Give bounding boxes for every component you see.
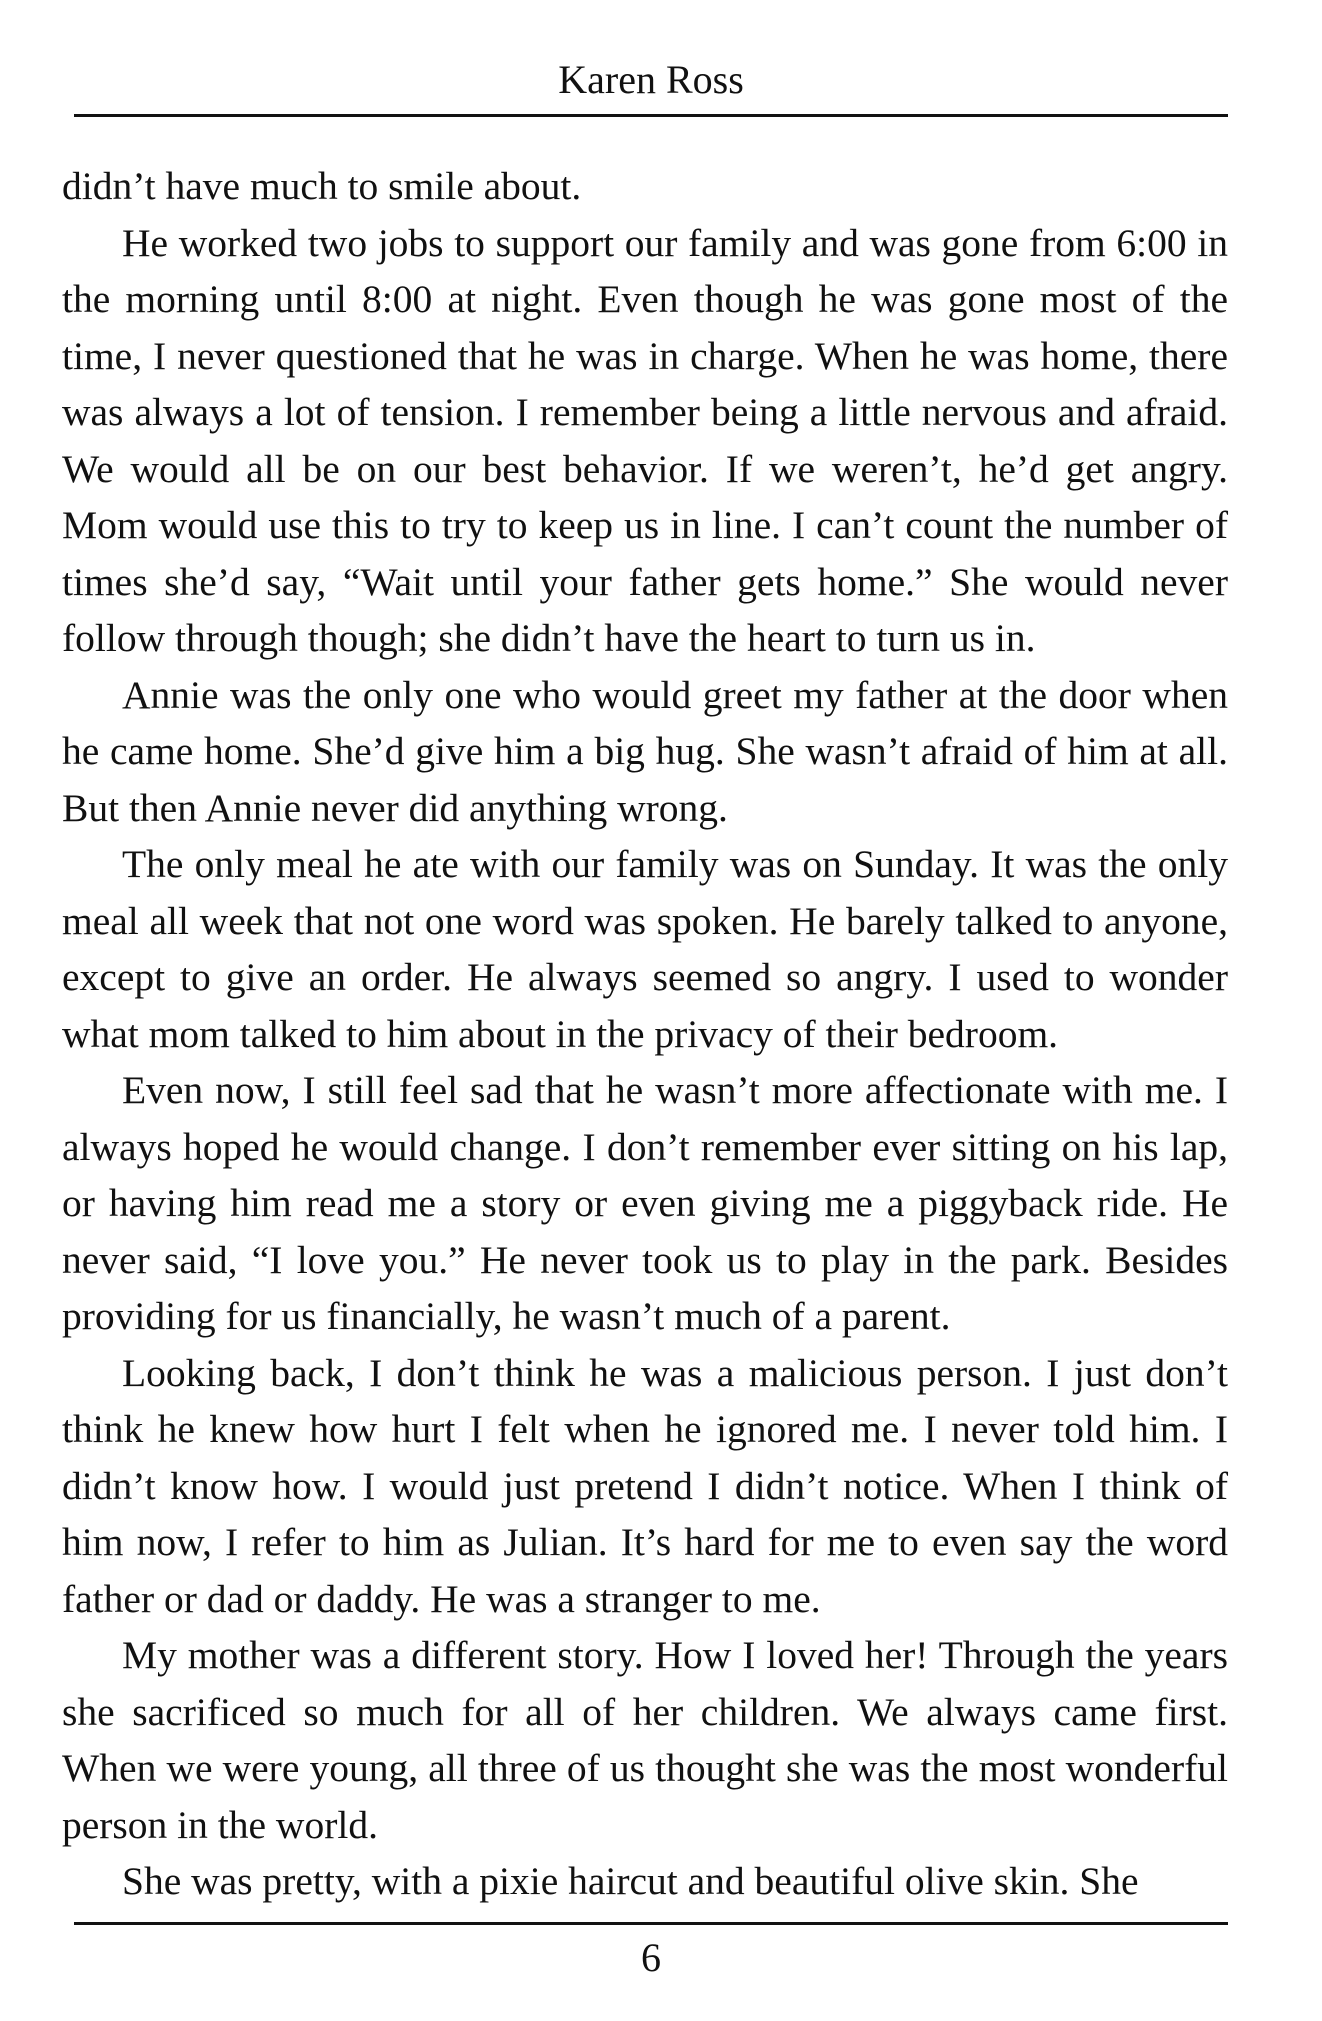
paragraph: Annie was the only one who would greet my father at the door when he came home. She’d give him a big hug. She wasn’t afraid of him at all. But then Annie never did anything wrong. — [62, 672, 1228, 830]
page-number: 6 — [641, 1935, 661, 1980]
paragraph: Looking back, I don’t think he was a malicious person. I just don’t think he knew how hurt I felt when he ignored me. I never told him. I didn’t know how. I would just pretend I didn’t notice. When I think of him now, I refer to him as Julian. It’s hard for me to even say the word father or dad or daddy. He was a stranger to me. — [62, 1350, 1228, 1621]
header-rule — [74, 114, 1228, 117]
paragraph: She was pretty, with a pixie haircut and beautiful olive skin. She — [122, 1859, 1139, 1903]
paragraph: My mother was a different story. How I loved her! Through the years she sacrificed so much for all of her children. We always came first. When we were young, all three of us thought she was the most wonderful person in the world. — [62, 1633, 1228, 1847]
paragraph: He worked two jobs to support our family and was gone from 6:00 in the morning until 8:00 at night. Even though he was gone most of the time, I never questioned that he was in charge. When he was home, there was always a lot of tension. I remember being a little nervous and afraid. We would all be on our best behavior. If we weren’t, he’d get angry. Mom would use this to try to keep us in line. I can’t count the number of times she’d say, “Wait until your father gets home.” She would never follow through though; she didn’t have the heart to turn us in. — [62, 220, 1228, 660]
paragraph: The only meal he ate with our family was on Sunday. It was the only meal all week that not one word was spoken. He barely talked to anyone, except to give an order. He always seemed so angry. I used to wonder what mom talked to him about in the privacy of their bedroom. — [62, 842, 1228, 1056]
footer-rule — [74, 1922, 1228, 1925]
paragraph-continuation: didn’t have much to smile about. — [62, 164, 582, 208]
paragraph: Even now, I still feel sad that he wasn’t more affectionate with me. I always hoped he would change. I don’t remember ever sitting on his lap, or having him read me a story or even giving me a piggyback ride. He never said, “I love you.” He never took us to play in the park. Besides providing for us financially, he wasn’t much of a parent. — [62, 1068, 1228, 1338]
page-body — [62, 158, 1228, 1910]
running-header-author: Karen Ross — [558, 57, 744, 102]
